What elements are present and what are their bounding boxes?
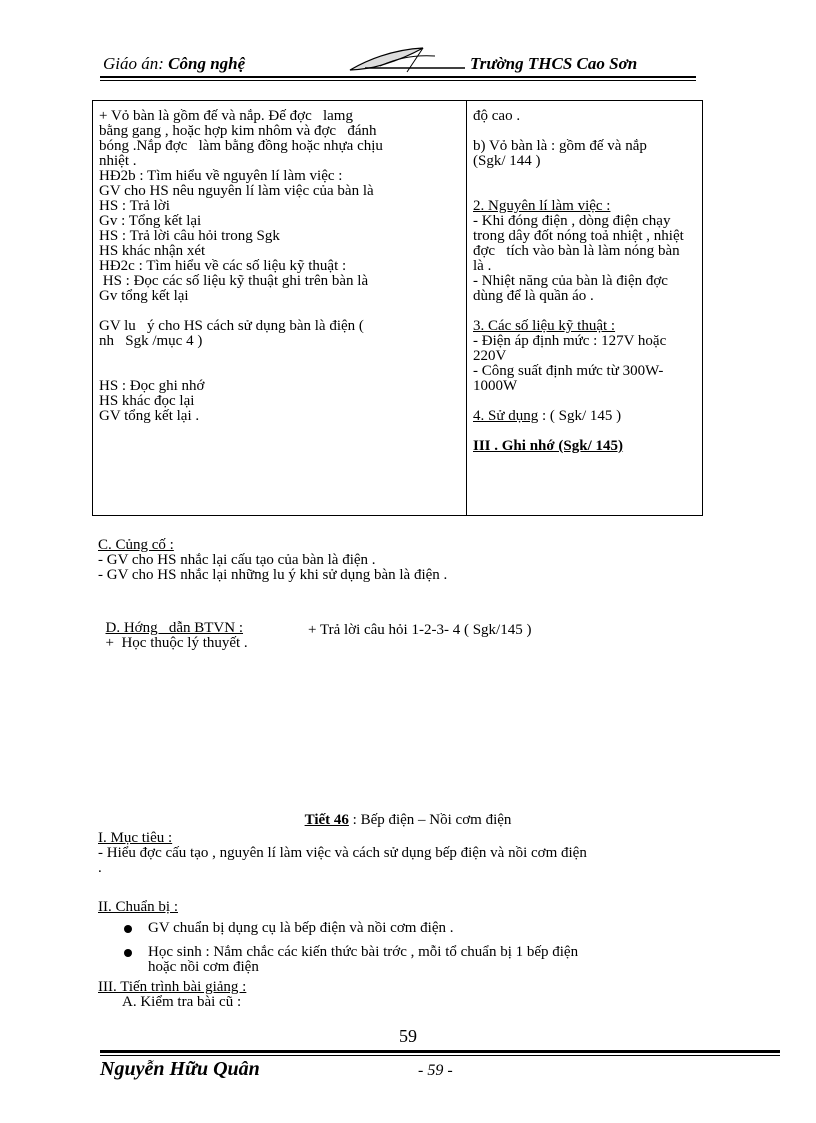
footer-rule bbox=[100, 1050, 780, 1053]
spacer bbox=[473, 124, 696, 139]
left-line: GV lu ý cho HS cách sử dụng bàn là điện ( bbox=[99, 318, 364, 334]
spacer bbox=[473, 424, 696, 439]
homework-title: D. Hớng dẫn BTVN : bbox=[105, 620, 244, 636]
lesson-table bbox=[92, 100, 703, 516]
consolidation-section bbox=[98, 538, 447, 583]
summary-heading: III . Ghi nhớ (Sgk/ 145) bbox=[473, 438, 624, 454]
header-rule bbox=[100, 76, 696, 78]
preparation-title bbox=[98, 900, 178, 915]
right-line: - Khi đóng điện , dòng điện chạy bbox=[473, 213, 671, 229]
right-line: 220V bbox=[473, 348, 507, 364]
usage-line bbox=[473, 409, 696, 424]
left-line: bóng .Nắp đợc làm bằng đồng hoặc nhựa chịu bbox=[99, 138, 383, 154]
left-line: HS : Đọc ghi nhớ bbox=[99, 378, 205, 394]
objectives-title: I. Mục tiêu : bbox=[98, 830, 173, 846]
footer-page-label: - 59 - bbox=[418, 1062, 453, 1079]
principle-heading: 2. Nguyên lí làm việc : bbox=[473, 198, 611, 214]
lesson-number: Tiết 46 bbox=[304, 812, 349, 828]
right-line: 1000W bbox=[473, 378, 518, 394]
left-line: GV tổng kết lại . bbox=[99, 408, 200, 424]
process-title: III. Tiến trình bài giảng : bbox=[98, 979, 247, 995]
bullet-icon bbox=[124, 949, 132, 957]
preparation-bullet-2 bbox=[148, 945, 578, 975]
right-line: đợc tích vào bàn là làm nóng bàn bbox=[473, 243, 680, 259]
content-cell bbox=[467, 101, 703, 516]
left-line: + Vỏ bàn là gồm đế và nắp. Đế đợc lamg bbox=[99, 108, 353, 124]
right-line: b) Vỏ bàn là : gồm đế và nắp bbox=[473, 138, 647, 154]
spacer bbox=[473, 394, 696, 409]
consolidation-line: - GV cho HS nhắc lại cấu tạo của bàn là điện . bbox=[98, 552, 376, 568]
left-line: HS : Đọc các số liệu kỹ thuật ghi trên bàn là bbox=[99, 273, 369, 289]
header-school: Trường THCS Cao Sơn bbox=[470, 54, 638, 73]
usage-ref: : ( Sgk/ 145 ) bbox=[538, 408, 622, 424]
activity-2b-heading: HĐ2b : Tìm hiểu về nguyên lí làm việc : bbox=[99, 168, 343, 184]
left-line: bằng gang , hoặc hợp kim nhôm và đợc đánh bbox=[99, 123, 377, 139]
left-line: nh Sgk /mục 4 ) bbox=[99, 333, 203, 349]
quill-pen-icon bbox=[345, 44, 475, 76]
spacer bbox=[99, 349, 460, 379]
left-line: HS khác nhận xét bbox=[99, 243, 206, 259]
right-line: độ cao . bbox=[473, 108, 521, 124]
header-subject bbox=[103, 54, 245, 74]
homework-line: + Trả lời câu hỏi 1-2-3- 4 ( Sgk/145 ) bbox=[308, 622, 532, 638]
preparation-bullet-1 bbox=[148, 921, 454, 936]
objectives-line: - Hiểu đợc cấu tạo , nguyên lí làm việc và cách sử dụng bếp điện và nồi cơm điện bbox=[98, 845, 587, 861]
bullet-text: Học sinh : Nắm chắc các kiến thức bài trớc , mỗi tổ chuẩn bị 1 bếp điện bbox=[148, 944, 579, 960]
consolidation-line: - GV cho HS nhắc lại những lu ý khi sử dụng bàn là điện . bbox=[98, 567, 448, 583]
bullet-icon bbox=[124, 925, 132, 933]
consolidation-title: C. Củng cố : bbox=[98, 537, 174, 553]
header-rule-thin bbox=[100, 80, 696, 81]
left-line: Gv : Tổng kết lại bbox=[99, 213, 202, 229]
footer-rule-thin bbox=[100, 1055, 780, 1056]
spacer bbox=[473, 304, 696, 319]
right-line: - Công suất định mức từ 300W- bbox=[473, 363, 664, 379]
bullet-text: GV chuẩn bị dụng cụ là bếp điện và nồi cơm điện . bbox=[148, 920, 454, 936]
author-name: Nguyễn Hữu Quân bbox=[100, 1058, 260, 1080]
left-line: nhiệt . bbox=[99, 153, 137, 169]
right-line: - Nhiệt năng của bàn là điện đợc bbox=[473, 273, 668, 289]
left-line: HS khác đọc lại bbox=[99, 393, 195, 409]
right-line: dùng để là quần áo . bbox=[473, 288, 594, 304]
page-number: 59 bbox=[399, 1026, 417, 1046]
right-line: - Điện áp định mức : 127V hoặc bbox=[473, 333, 667, 349]
right-line: trong dây đốt nóng toả nhiệt , nhiệt bbox=[473, 228, 684, 244]
left-line: HS : Trả lời bbox=[99, 198, 170, 214]
teacher-activities-cell bbox=[93, 101, 467, 516]
right-line: là . bbox=[473, 258, 492, 274]
homework-line: + Học thuộc lý thuyết . bbox=[105, 635, 248, 651]
header-label: Giáo án: bbox=[103, 54, 164, 73]
lesson-name: : Bếp điện – Nồi cơm điện bbox=[348, 812, 512, 828]
specs-heading: 3. Các số liệu kỹ thuật : bbox=[473, 318, 616, 334]
lesson-title bbox=[0, 813, 816, 828]
process-item: A. Kiểm tra bài cũ : bbox=[122, 994, 242, 1010]
spacer bbox=[99, 304, 460, 319]
left-line: Gv tổng kết lại bbox=[99, 288, 189, 304]
preparation-title-text: II. Chuẩn bị : bbox=[98, 899, 178, 915]
left-line: HS : Trả lời câu hỏi trong Sgk bbox=[99, 228, 280, 244]
homework-section bbox=[98, 606, 248, 651]
bullet-text: hoặc nồi cơm điện bbox=[148, 959, 259, 975]
right-line: (Sgk/ 144 ) bbox=[473, 153, 541, 169]
process-section bbox=[98, 980, 246, 1010]
usage-heading: 4. Sử dụng bbox=[473, 408, 539, 424]
left-line: GV cho HS nêu nguyên lí làm việc của bàn là bbox=[99, 183, 374, 199]
spacer bbox=[473, 169, 696, 199]
objectives-line: . bbox=[98, 860, 102, 876]
header-subject-name: Công nghệ bbox=[168, 54, 246, 73]
activity-2c-heading: HĐ2c : Tìm hiểu về các số liệu kỹ thuật : bbox=[99, 258, 347, 274]
objectives-section bbox=[98, 831, 587, 876]
